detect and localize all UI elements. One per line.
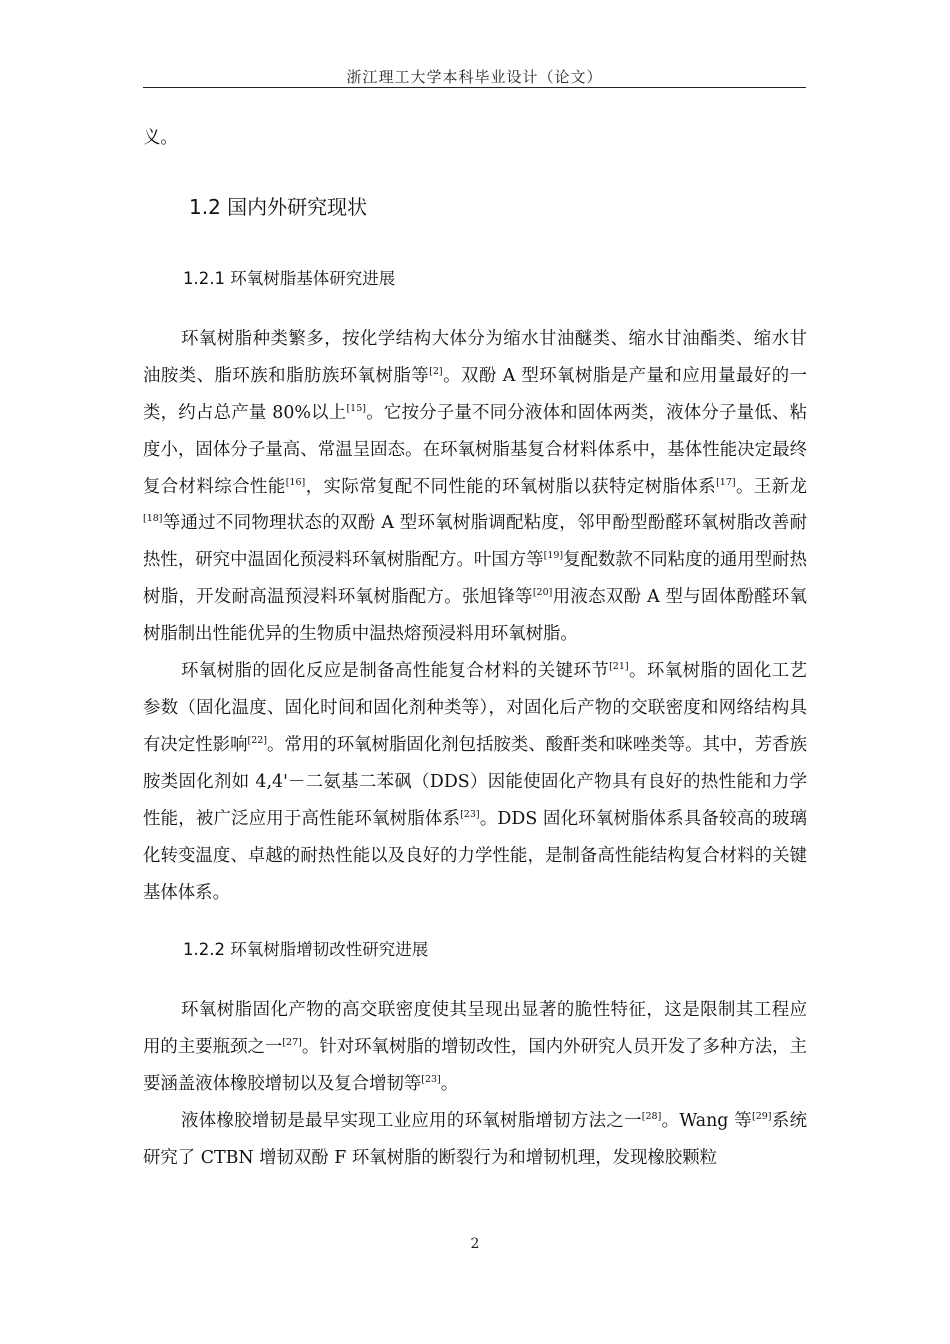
citation: [18]	[143, 513, 163, 525]
page-header: 浙江理工大学本科毕业设计（论文）	[346, 68, 603, 86]
citation: [16]	[285, 476, 306, 488]
continuation-text: 义。	[143, 128, 178, 148]
text: 。双酚 A 型环氧树脂是产量和应用量最好的一类，约占总产量 80%以上	[143, 365, 807, 423]
citation: [21]	[609, 661, 629, 673]
text: 环氧树脂种类繁多，按化学结构大体分为缩水甘油醚类、缩水甘油酯类、缩水甘油胺类、脂环族和脂肪族环氧树脂等	[143, 328, 807, 386]
citation: [2]	[429, 365, 443, 377]
text: 。Wang 等	[661, 1111, 753, 1132]
text: 液体橡胶增韧是最早实现工业应用的环氧树脂增韧方法之一	[181, 1111, 642, 1132]
citation: [28]	[641, 1111, 662, 1123]
text: 。DDS 固化环氧树脂体系具备较高的玻璃化转变温度、卓越的耐热性能以及良好的力学性能，是制备高性能结构复合材料的关键基体体系。	[143, 808, 807, 903]
text: 。它按分子量不同分液体和固体两类，液体分子量低、粘度小，固体分子量高、常温呈固态。在环氧树脂基复合材料体系中，基体性能决定最终复合材料综合性能	[143, 402, 807, 497]
text: 等通过不同物理状态的双酚 A 型环氧树脂调配粘度，邻甲酚型酚醛环氧树脂改善耐热性，研究中温固化预浸料环氧树脂配方。叶国方等	[143, 513, 807, 571]
paragraph-3	[143, 992, 807, 1103]
text: 。	[440, 1074, 459, 1095]
citation: [22]	[247, 734, 268, 746]
header-rule	[143, 87, 806, 88]
text: 用液态双酚 A 型与固体酚醛环氧树脂制出性能优异的生物质中温热熔预浸料用环氧树脂。	[143, 587, 807, 645]
subsection-heading-2: 1.2.2 环氧树脂增韧改性研究进展	[183, 940, 429, 960]
text: 环氧树脂的固化反应是制备高性能复合材料的关键环节	[181, 661, 610, 682]
page-number: 2	[470, 1236, 480, 1252]
citation: [29]	[752, 1111, 772, 1123]
text: 。王新龙	[735, 476, 807, 497]
citation: [27]	[282, 1037, 302, 1049]
text: 。常用的环氧树脂固化剂包括胺类、酸酐类和咪唑类等。其中，芳香族胺类固化剂如 4,4'－二氨基二苯砜（DDS）因能使固化产物具有良好的热性能和力学性能，被广泛应用于高性能环氧树脂体系	[143, 734, 807, 829]
text: 系统研究了 CTBN 增韧双酚 F 环氧树脂的断裂行为和增韧机理，发现橡胶颗粒	[143, 1111, 807, 1169]
text: ，实际常复配不同性能的环氧树脂以获特定树脂体系	[305, 476, 717, 497]
citation: [23]	[421, 1074, 441, 1086]
section-heading: 1.2 国内外研究现状	[189, 194, 368, 219]
text: 复配数款不同粘度的通用型耐热树脂，开发耐高温预浸料环氧树脂配方。张旭锋等	[143, 550, 807, 608]
citation: [15]	[346, 402, 366, 414]
subsection-heading-1: 1.2.1 环氧树脂基体研究进展	[183, 268, 396, 288]
paragraph-4	[143, 1103, 807, 1177]
paragraph-1	[143, 321, 807, 653]
citation: [19]	[543, 550, 564, 562]
citation: [23]	[460, 808, 480, 820]
text: 环氧树脂固化产物的高交联密度使其呈现出显著的脆性特征，这是限制其工程应用的主要瓶颈之一	[143, 1000, 807, 1058]
citation: [17]	[716, 476, 736, 488]
page-body	[143, 120, 807, 1177]
paragraph-2	[143, 653, 807, 911]
text: 。环氧树脂的固化工艺参数（固化温度、固化时间和固化剂种类等），对固化后产物的交联密度和网络结构具有决定性影响	[143, 661, 807, 755]
text: 。针对环氧树脂的增韧改性，国内外研究人员开发了多种方法，主要涵盖液体橡胶增韧以及复合增韧等	[143, 1037, 807, 1095]
citation: [20]	[532, 587, 553, 599]
